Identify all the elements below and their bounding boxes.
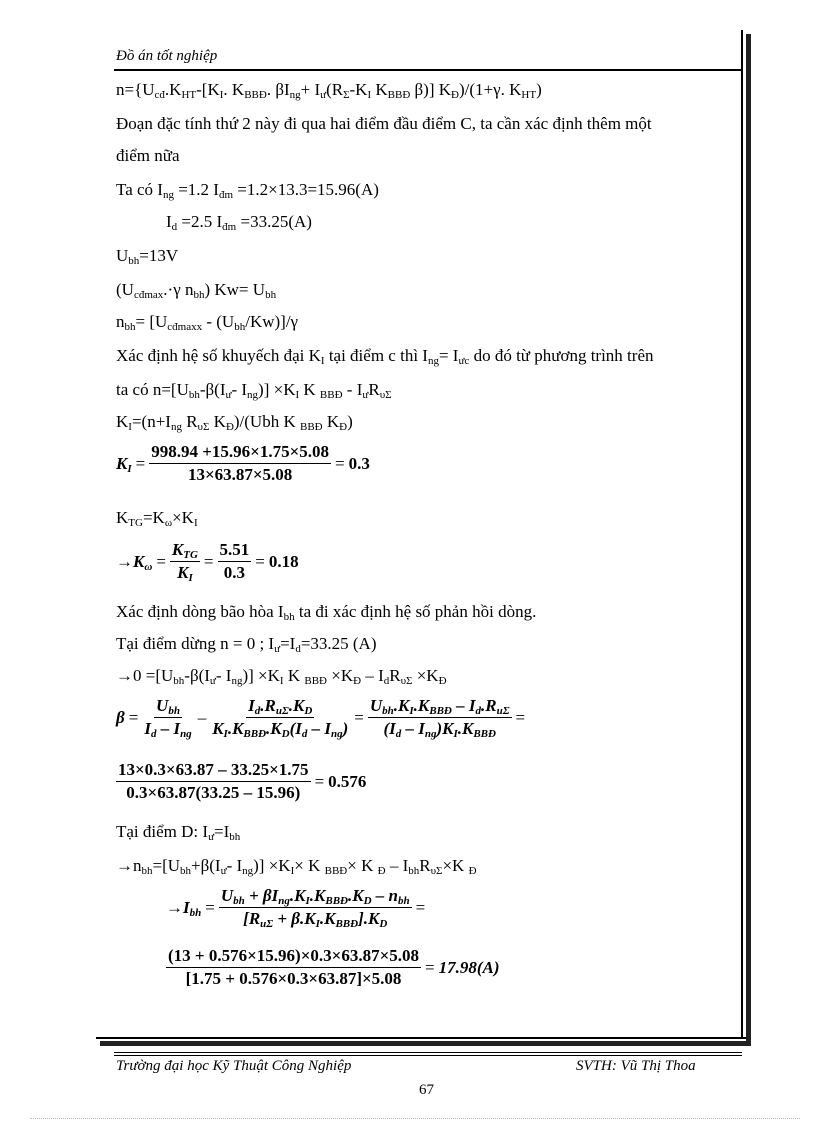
kw-result: 0.18 [268,551,299,571]
beta-numerator: 13×0.3×63.87 – 33.25×1.75 [116,760,311,782]
equation-ibh-numeric: $\frac{(13 + 0.576\times 15.96)\times 0.3\times 63.87\times 5.08}{[1.75 + 0.576\times 0.3\times 63.87]\times 5.08}$ = 17.98(A) [168,946,500,988]
formula-n: $n=\{U_{cđ}.K_{HT}-[K_I$. $K_{BBĐ}$. $\beta I_{ng}+ I_ư(R_\Sigma-K_I$ $K_{BBĐ}$ β)] $K_Đ)/(1+\gamma$. $K_{HT}$) [116,80,542,101]
equation-ibh: $\to I_{bh}$ = $\frac{U_{bh} + \beta I_{ng}.K_I.K_{BBĐ}.K_D - n_{bh}}{[R_{u\Sigma} + \beta.K_I.K_{BBĐ}].K_D}$ = [166,886,426,930]
paragraph-ki: Xác định hệ số khuyếch đại $K_I$ tại điểm c thì $I_{ng}= I_{ưc}$ do đó từ phương trình trên [116,346,654,367]
formula-ki-def: $K_I=(n+I_{ng}$ $R_{\upsilon\Sigma}$ $K_Đ)/(Ubh$ K $_{BBĐ}$ $K_Đ$) [116,412,353,433]
kw-numerator: 5.51 [218,540,252,562]
formula-ing: Ta có $I_{ng} =1.2$ $I_{đm} =1.2\times 13.3=15.96(A)$ [116,180,379,201]
ibh-result: 17.98(A) [438,957,500,977]
equation-beta-numeric: $\frac{13\times 0.3\times 63.87 - 33.25\times 1.75}{0.3\times 63.87(33.25 - 15.96)}$ = 0.576 [118,760,367,802]
ki-denominator: 13×63.87×5.08 [187,465,293,484]
formula-n2: ta có $n=[U_{bh}-\beta(I_ư-$ $I_{ng})] \times K_I$ K $_{BBĐ} - I_ưR_{\upsilon\Sigma}$ [116,380,392,401]
header-rule [114,69,742,71]
equation-ki: $K_I$ = $\frac{998.94 +15.96\times 1.75\times 5.08}{13\times 63.87\times 5.08}$ = 0.3 [116,442,370,484]
page-border-right [741,30,743,1038]
page-number: 67 [419,1082,434,1098]
formula-ktg: $K_{TG}=K_\omega\times K_I$ [116,508,198,529]
footer-school: Trường đại học Kỹ Thuật Công Nghiệp [116,1058,352,1074]
beta-result: 0.576 [328,771,367,791]
equation-beta: β = $\frac{U_{bh}}{I_d - I_{ng}}$ – $\frac{I_d.R_{u\Sigma}.K_D}{K_I.K_{BBĐ}.K_D(I_d - I_{ng})}$ = $\frac{U_{bh}.K_I.K_{BBĐ} - I_d.R_{u\Sigma}}{(I_d - I_{ng})K_I.K_{BBĐ}}$ = [116,696,526,740]
formula-id: $I_d =2.5$ $I_{đm} =33.25(A)$ [166,212,312,233]
equation-kw: $\to K_\omega$ = $\frac{K_{TG}}{K_I}$ = $\frac{5.51}{0.3}$ = 0.18 [116,540,299,584]
ibh-denominator: [1.75 + 0.576×0.3×63.87]×5.08 [185,969,402,988]
beta-denominator: 0.3×63.87(33.25 – 15.96) [126,783,301,802]
paragraph-stop: Tại điểm dừng n = 0 ; $I_ư=I_d=33.25$ (A) [116,634,377,655]
formula-nbh2: $\to n_{bh}=[U_{bh}+\beta(I_ư-$ $I_{ng})] \times K_I\times K$ $_{BBĐ}$× K $_Đ - I_{bh}R_{\upsilon\Sigma}\times K$ $_Đ$ [116,856,477,877]
page-header: Đồ án tốt nghiệp [116,48,218,64]
ibh-numerator: (13 + 0.576×15.96)×0.3×63.87×5.08 [166,946,421,968]
page-border-bottom-shadow [100,1041,751,1046]
page-border-bottom [96,1037,746,1039]
ki-result: 0.3 [348,453,370,473]
ki-numerator: 998.94 +15.96×1.75×5.08 [149,442,331,464]
footer-author: SVTH: Vũ Thị Thoa [576,1058,696,1074]
page-border-right-shadow [746,34,751,1042]
formula-ubh: $U_{bh}=13V$ [116,246,179,267]
kw-denominator: 0.3 [223,563,246,582]
formula-nbh: $n_{bh}= [U_{cđmaxx} - (U_{bh}/Kw)]/\gamma$ [116,312,299,333]
footer-rule-double [114,1055,742,1056]
footer-rule [114,1052,742,1053]
paragraph-ibh: Xác định dòng bão hòa $I_{bh}$ ta đi xác định hệ số phản hồi dòng. [116,602,537,623]
paragraph-line: Đoạn đặc tính thứ 2 này đi qua hai điểm đầu điểm C, ta cần xác định thêm một [116,114,652,133]
paragraph-point-d: Tại điểm D: $I_ư=I_{bh}$ [116,822,241,843]
formula-kw: ($U_{cđmax}.\cdot\gamma$ $n_{bh}$) $Kw= U_{bh}$ [116,280,277,301]
page-bottom-dotted-rule [30,1118,800,1119]
formula-zero: $\to 0 =[U_{bh}-\beta(I_ư-$ $I_{ng})] \times K_I$ K $_{BBĐ} \times K_Đ - I_dR_{\upsilon\Sigma} \times K_Đ$ [116,666,447,687]
paragraph-line: điểm nữa [116,146,180,165]
